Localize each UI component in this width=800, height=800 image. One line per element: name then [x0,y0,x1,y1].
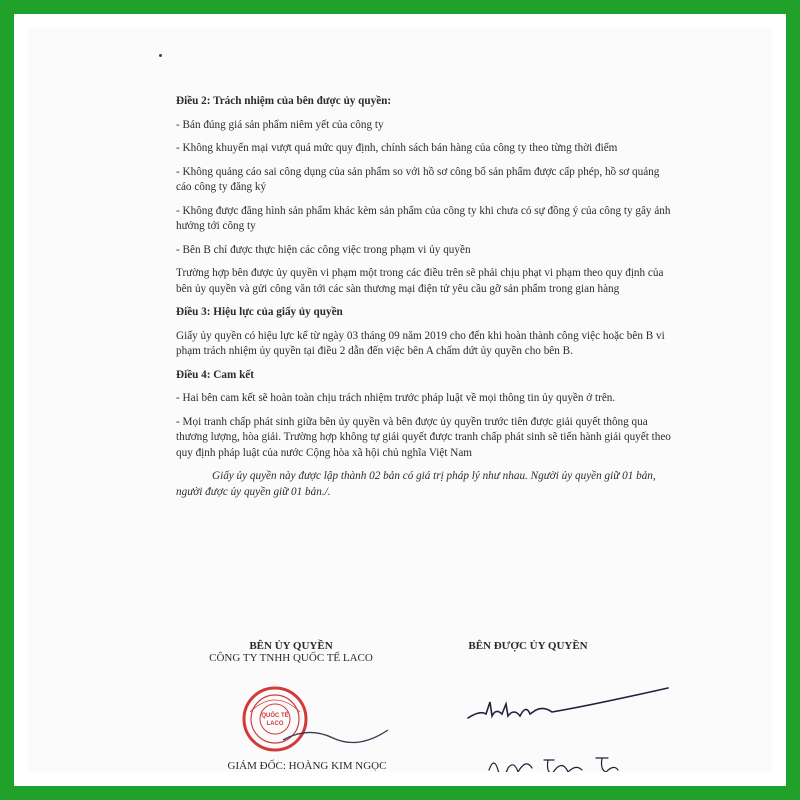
article-2-item-2: - Không khuyến mại vượt quá mức quy định, chính sách bán hàng của công ty theo từng thời điểm [176,142,618,154]
article-2-item-5: - Bên B chỉ được thực hiện các công việc trong phạm vi ủy quyền [176,243,471,256]
document-page [28,28,772,772]
article-2-item-1: - Bán đúng giá sản phẩm niêm yết của công ty [176,118,384,131]
right-signature-block [428,640,628,652]
svg-text:LACO: LACO [266,721,284,727]
article-2-heading: Điều 2: Trách nhiệm của bên được ủy quyền: [176,95,392,107]
article-2-item-4: - Không được đăng hình sản phẩm khác kèm sản phẩm của công ty khi chưa có sự đồng ý của công ty gây ảnh hưởng tới công ty [176,204,671,232]
left-party-title: BÊN ỦY QUYỀN [249,640,333,652]
article-3-text: Giấy ủy quyền có hiệu lực kể từ ngày 03 tháng 09 năm 2019 cho đến khi hoàn thành công việc hoặc bên B vi phạm trách nhiệm ủy quyền tại điều 2 dẫn đến việc bên A chấm dứt ủy quyền cho bên B. [176,329,665,357]
article-2-violation: Trường hợp bên được ủy quyền vi phạm một trong các điều trên sẽ phải chịu phạt vi phạm theo quy định của bên ủy quyền và gửi công văn tới các sàn thương mại điện tử yêu cầu gỡ sản phẩm trong gian hàng [176,267,664,295]
closing-note: Giấy ủy quyền này được lập thành 02 bản có giá trị pháp lý như nhau. Người ủy quyền giữ 01 bản, người được ủy quyền giữ 01 bản./. [176,470,656,498]
article-4-heading: Điều 4: Cam kết [176,368,254,381]
right-party-title: BÊN ĐƯỢC ỦY QUYỀN [468,640,588,652]
left-signature-block [186,640,396,664]
article-2-item-3: - Không quảng cáo sai công dụng của sản phẩm so với hồ sơ công bố sản phẩm được cấp phép, hồ sơ quảng cáo công ty đăng ký [176,165,660,193]
director-name-block [192,760,422,772]
director-signature-icon [278,720,408,750]
article-4-item-2: - Mọi tranh chấp phát sinh giữa bên ủy quyền và bên được ủy quyền trước tiên được giải quyết thông qua thương lượng, hòa giải. Trường hợp không tự giải quyết được tranh chấp phát sinh sẽ tiến hành giải quyết theo quy định pháp luật của nước Cộng hòa xã hội chủ nghĩa Việt Nam [176,415,671,459]
left-company-name: CÔNG TY TNHH QUỐC TẾ LACO [209,652,373,664]
document-body [176,94,671,508]
svg-text:QUỐC TẾ: QUỐC TẾ [261,713,289,719]
article-3-heading: Điều 3: Hiệu lực của giấy ủy quyền [176,306,343,318]
director-name: GIÁM ĐỐC: HOÀNG KIM NGỌC [227,760,387,772]
article-4-item-1: - Hai bên cam kết sẽ hoàn toàn chịu trách nhiệm trước pháp luật về mọi thông tin ủy quyền ở trên. [176,392,616,404]
scan-speck [159,54,162,57]
recipient-handwritten-name-icon [484,746,634,772]
recipient-signature-icon [458,680,678,740]
